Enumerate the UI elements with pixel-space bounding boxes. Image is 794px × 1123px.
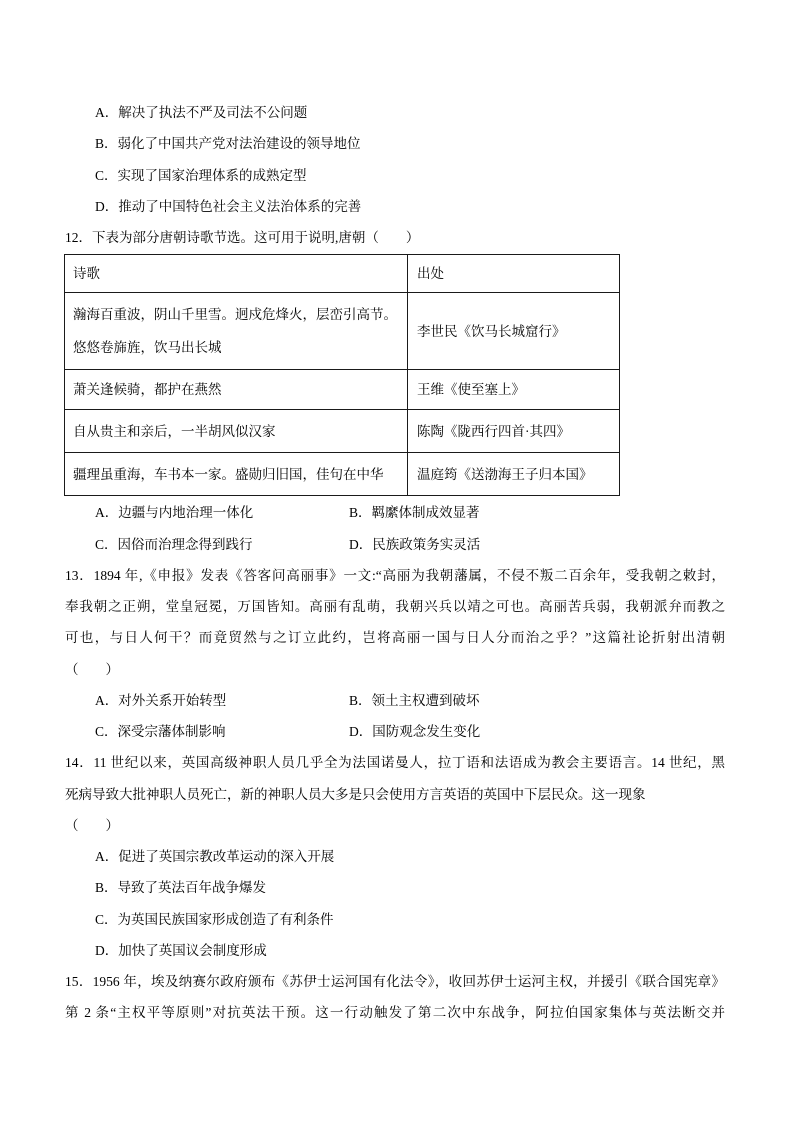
q12-option-a: A．边疆与内地治理一体化 <box>95 505 254 521</box>
q11-option-d: D．推动了中国特色社会主义法治体系的完善 <box>95 198 362 214</box>
q13-answer-blank: （ ） <box>65 661 119 677</box>
q13-option-b: B．领土主权遭到破坏 <box>349 692 480 708</box>
q13-option-d: D．国防观念发生变化 <box>349 724 481 739</box>
q12-option-d: D．民族政策务实灵活 <box>349 536 481 552</box>
source-cell: 李世民《饮马长城窟行》 <box>408 293 620 370</box>
source-cell: 温庭筠《送渤海王子归本国》 <box>408 453 620 496</box>
q13-stem-line-3: 可也，与日人何干？而竟贸然与之订立此约，岂将高丽一国与日人分而治之乎？”这篇社论折射出清朝 <box>65 630 725 646</box>
q14-option-c: C．为英国民族国家形成创造了有利条件 <box>95 911 334 927</box>
q13-options-row-1 <box>65 685 725 716</box>
q14-option-a: A．促进了英国宗教改革运动的深入开展 <box>95 849 335 864</box>
q12-option-c: C．因俗而治理念得到践行 <box>95 536 253 552</box>
q14-stem-line-2: 死病导致大批神职人员死亡，新的神职人员大多是只会使用方言英语的英国中下层民众。这一现象 <box>65 786 646 802</box>
q13-options-row-2 <box>65 716 725 747</box>
header-poem: 诗歌 <box>65 255 408 293</box>
q13-option-a: A．对外关系开始转型 <box>95 692 227 708</box>
table-row <box>65 293 620 370</box>
page-content <box>65 97 725 1029</box>
source-cell: 王维《使至塞上》 <box>408 370 620 410</box>
q14-option-b: B．导致了英法百年战争爆发 <box>95 880 267 896</box>
q12-stem: 12．下表为部分唐朝诗歌节选。这可用于说明,唐朝（ ） <box>65 230 420 245</box>
q14-stem-line-1: 14．11 世纪以来，英国高级神职人员几乎全为法国诺曼人，拉丁语和法语成为教会主要语言。14 世纪，黑 <box>65 755 725 771</box>
table-row <box>65 370 620 410</box>
q11-option-b: B．弱化了中国共产党对法治建设的领导地位 <box>95 136 361 152</box>
poem-cell: 自从贵主和亲后，一半胡风似汉家 <box>65 410 408 453</box>
poem-cell: 萧关逢候骑，都护在燕然 <box>65 370 408 410</box>
q15-stem-line-2: 第 2 条“主权平等原则”对抗英法干预。这一行动触发了第二次中东战争，阿拉伯国家集体与英法断交并 <box>65 1005 725 1021</box>
q11-option-a: A．解决了执法不严及司法不公问题 <box>95 105 308 120</box>
q14-answer-blank: （ ） <box>65 817 119 833</box>
q13-option-c: C．深受宗藩体制影响 <box>95 724 226 739</box>
q13-stem-line-2: 奉我朝之正朔，堂皇冠冕，万国皆知。高丽有乱萌，我朝兴兵以靖之可也。高丽苦兵弱，我朝派弁而教之 <box>65 599 725 614</box>
header-source: 出处 <box>408 255 620 293</box>
q11-option-c: C．实现了国家治理体系的成熟定型 <box>95 167 307 183</box>
q12-poem-table <box>64 254 620 496</box>
q12-options-row-2 <box>65 529 725 560</box>
q12-option-b: B．羁縻体制成效显著 <box>349 505 480 521</box>
q12-options-row-1 <box>65 497 725 528</box>
table-header-row <box>65 255 620 293</box>
table-row <box>65 453 620 496</box>
table-row <box>65 410 620 453</box>
poem-cell: 瀚海百重波，阴山千里雪。迥戍危烽火，层峦引高节。悠悠卷旆旌，饮马出长城 <box>65 293 408 370</box>
q13-stem-line-1: 13．1894 年,《申报》发表《答客问高丽事》一文:“高丽为我朝藩属，不侵不叛二百余年，受我朝之敕封， <box>65 567 725 583</box>
q14-option-d: D．加快了英国议会制度形成 <box>95 942 267 958</box>
poem-cell: 疆理虽重海，车书本一家。盛勋归旧国，佳句在中华 <box>65 453 408 496</box>
source-cell: 陈陶《陇西行四首·其四》 <box>408 410 620 453</box>
q15-stem-line-1: 15．1956 年，埃及纳赛尔政府颁布《苏伊士运河国有化法令》，收回苏伊士运河主权，并援引《联合国宪章》 <box>65 974 725 989</box>
